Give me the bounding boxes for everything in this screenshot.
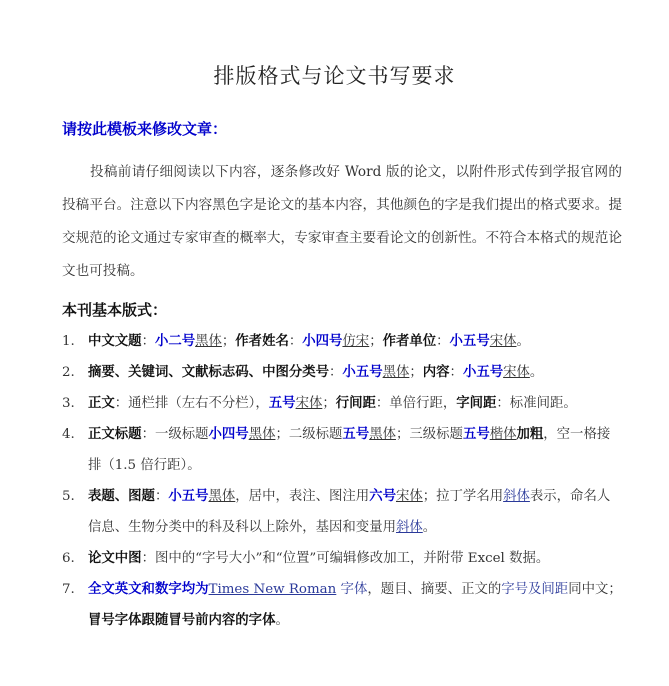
list-item-1 bbox=[62, 326, 622, 357]
item-text: ，居中，表注、图注用 bbox=[235, 489, 370, 504]
list-item-7 bbox=[62, 574, 622, 636]
item-text: ：图中的“字号大小”和“位置”可编辑修改加工，并附带 Excel 数据。 bbox=[141, 551, 550, 566]
item-text: ；拉丁学名用 bbox=[422, 489, 504, 504]
font-name: 黑体 bbox=[369, 427, 396, 442]
item-text: ： bbox=[436, 334, 450, 349]
list-item-6 bbox=[62, 543, 622, 574]
list-item-5 bbox=[62, 481, 622, 543]
item-text: ，空一格接排（1.5 倍行距）。 bbox=[88, 427, 611, 473]
item-label: 正文 bbox=[88, 396, 115, 411]
format-list bbox=[62, 326, 622, 636]
font-size-label: 五号 bbox=[268, 396, 296, 411]
item-text: ： bbox=[449, 365, 463, 380]
font-name: 楷体 bbox=[489, 427, 517, 442]
italic-label: 斜体 bbox=[503, 489, 530, 504]
template-heading: 请按此模板来修改文章： bbox=[62, 120, 228, 138]
font-name: 黑体 bbox=[208, 489, 236, 504]
item-text: ：一级标题 bbox=[141, 427, 209, 442]
item-text: ，题目、摘要、正文的 bbox=[367, 582, 502, 597]
item-text: ； bbox=[369, 334, 383, 349]
font-name: 仿宋 bbox=[342, 334, 370, 349]
item-number: 6. bbox=[62, 551, 75, 566]
item-label: 中文文题 bbox=[88, 334, 142, 349]
item-text: ；二级标题 bbox=[275, 427, 343, 442]
item-text: ； bbox=[409, 365, 423, 380]
italic-label: 斜体 bbox=[395, 520, 423, 535]
font-size-label: 六号 bbox=[369, 489, 396, 504]
font-name: 黑体 bbox=[248, 427, 276, 442]
font-name: 黑体 bbox=[195, 334, 222, 349]
item-number: 2. bbox=[62, 365, 75, 380]
item-label: 论文中图 bbox=[88, 551, 142, 566]
item-label: 摘要、关键词、文献标志码、中图分类号 bbox=[88, 365, 330, 380]
item-label: 冒号字体跟随冒号前内容的字体 bbox=[88, 613, 276, 628]
format-heading: 本刊基本版式： bbox=[62, 301, 168, 319]
list-item-4 bbox=[62, 419, 622, 481]
item-text: ： bbox=[154, 489, 169, 504]
font-size-label: 五号 bbox=[342, 427, 370, 442]
font-size-label: 小五号 bbox=[342, 365, 383, 380]
font-name: 宋体 bbox=[503, 365, 530, 380]
item-label: 全文英文和数字均为 bbox=[88, 582, 209, 597]
bold-label: 加粗 bbox=[516, 427, 544, 442]
font-name: Times New Roman bbox=[208, 582, 337, 597]
item-label: 正文标题 bbox=[88, 427, 142, 442]
item-text: ： bbox=[329, 365, 343, 380]
item-text: 。 bbox=[529, 365, 544, 380]
item-text: ： bbox=[141, 334, 155, 349]
item-text: 。 bbox=[275, 613, 289, 628]
item-text: ； bbox=[322, 396, 336, 411]
list-item-3 bbox=[62, 388, 622, 419]
font-name: 黑体 bbox=[382, 365, 410, 380]
font-size-label: 小五号 bbox=[462, 365, 504, 380]
item-text: ； bbox=[221, 334, 236, 349]
item-text: 同中文； bbox=[568, 582, 622, 597]
item-number: 7. bbox=[62, 582, 75, 597]
item-number: 4. bbox=[62, 427, 75, 442]
item-label: 内容 bbox=[422, 365, 450, 380]
item-label: 作者姓名 bbox=[235, 334, 289, 349]
item-label: 表题、图题 bbox=[88, 489, 155, 504]
item-text: ：单倍行距， bbox=[375, 396, 457, 411]
font-size-label: 小二号 bbox=[154, 334, 196, 349]
item-label: 行间距 bbox=[335, 396, 376, 411]
font-size-label: 小四号 bbox=[208, 427, 249, 442]
item-text: ；三级标题 bbox=[395, 427, 463, 442]
item-text: 。 bbox=[422, 520, 437, 535]
item-text: 字号及间距 bbox=[501, 582, 569, 597]
item-label: 字间距 bbox=[456, 396, 497, 411]
font-name: 宋体 bbox=[395, 489, 423, 504]
font-size-label: 小五号 bbox=[449, 334, 490, 349]
item-text: ： bbox=[288, 334, 303, 349]
item-label: 作者单位 bbox=[382, 334, 437, 349]
font-size-label: 五号 bbox=[462, 427, 490, 442]
item-text: ：通栏排（左右不分栏）， bbox=[114, 396, 269, 411]
item-text: 字体 bbox=[336, 582, 368, 597]
document-title: 排版格式与论文书写要求 bbox=[213, 64, 456, 88]
font-name: 宋体 bbox=[489, 334, 517, 349]
font-name: 宋体 bbox=[295, 396, 323, 411]
item-number: 5. bbox=[62, 489, 75, 504]
item-text: ：标准间距。 bbox=[496, 396, 577, 411]
item-text: 。 bbox=[516, 334, 530, 349]
item-number: 3. bbox=[62, 396, 75, 411]
list-item-2 bbox=[62, 357, 622, 388]
item-text: 表示，命名人信息、生物分类中的科及科以上除外，基因和变量用 bbox=[88, 489, 611, 535]
intro-paragraph: 投稿前请仔细阅读以下内容，逐条修改好 Word 版的论文，以附件形式传到学报官网的投稿平台。注意以下内容黑色字是论文的基本内容，其他颜色的字是我们提出的格式要求。提交规范的论文通过专家审查的概率大，专家审查主要看论文的创新性。不符合本格式的规范论文也可投稿。 bbox=[62, 164, 622, 279]
item-number: 1. bbox=[62, 334, 75, 349]
font-size-label: 小四号 bbox=[302, 334, 343, 349]
font-size-label: 小五号 bbox=[168, 489, 209, 504]
